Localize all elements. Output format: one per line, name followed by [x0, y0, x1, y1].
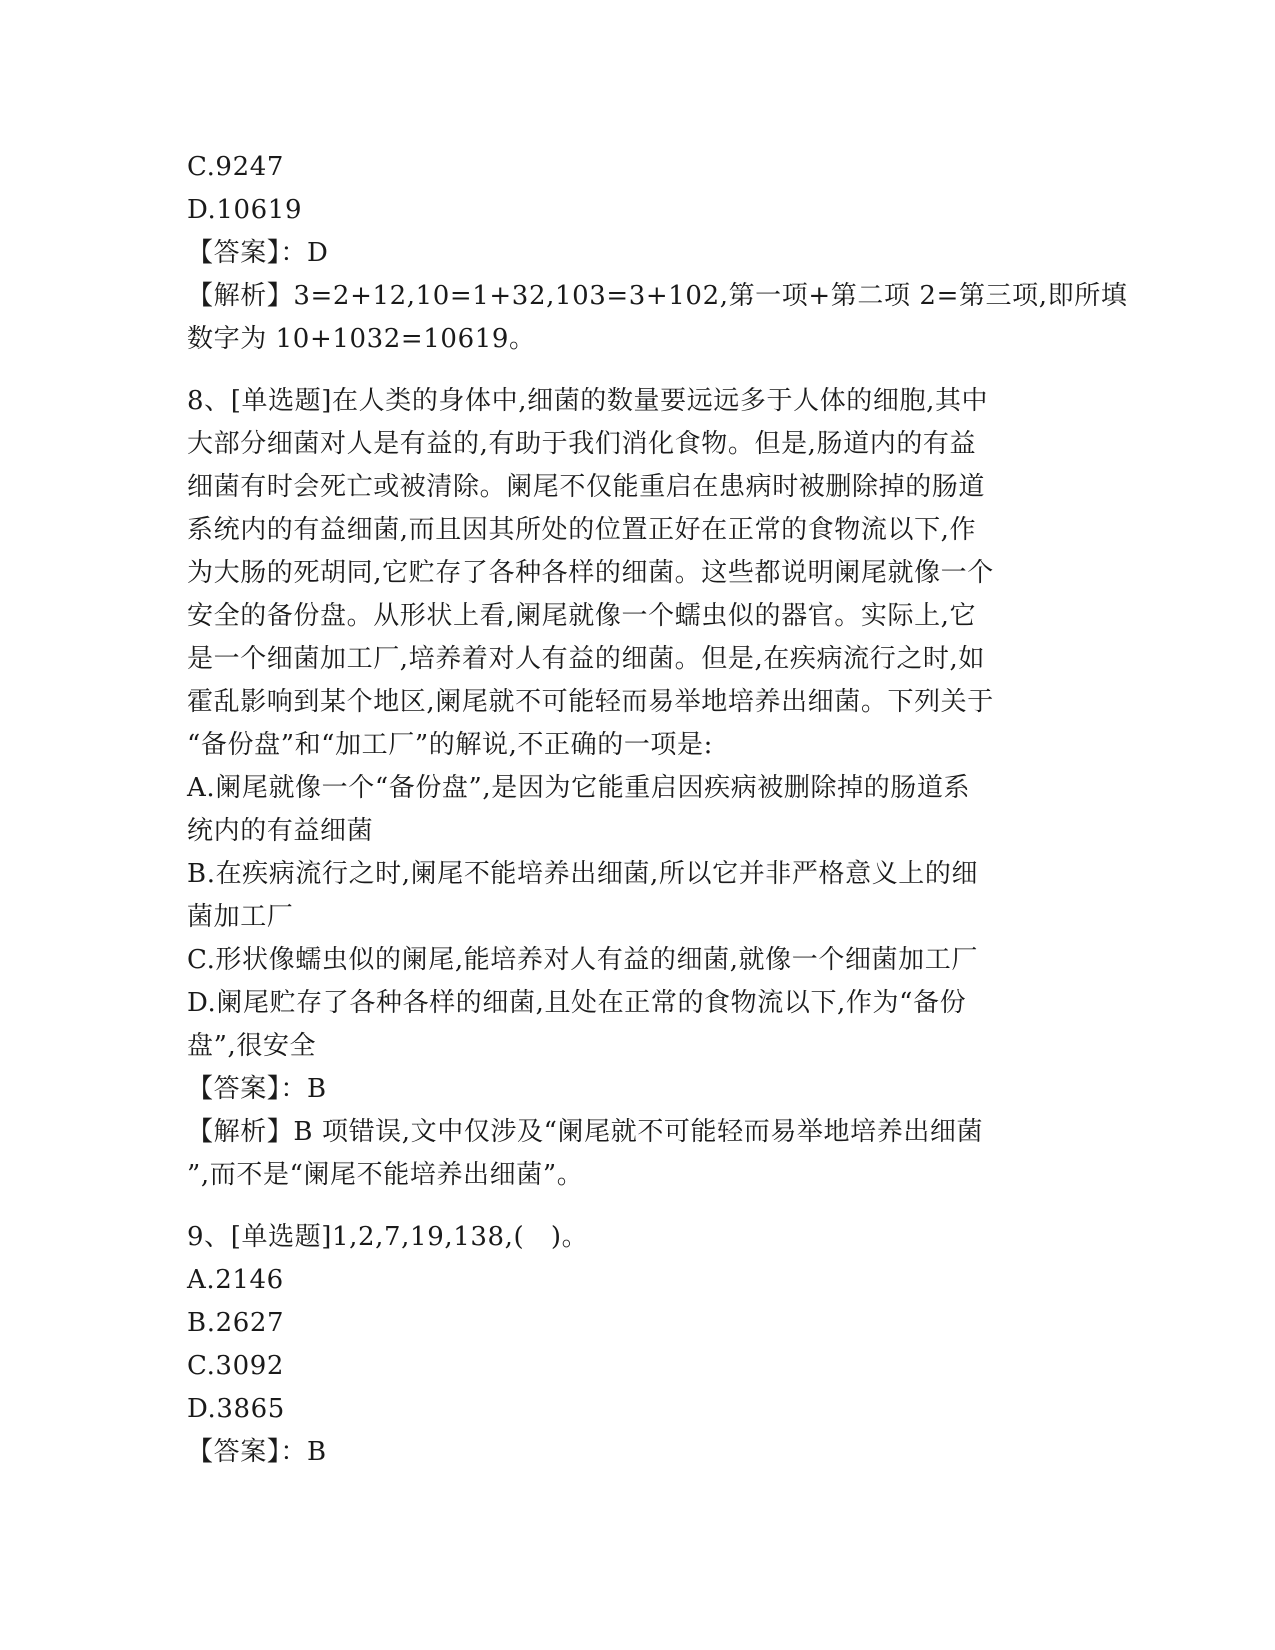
q8-option-d: D.阑尾贮存了各种各样的细菌,且处在正常的食物流以下,作为“备份	[187, 988, 967, 1018]
q8-option-a: A.阑尾就像一个“备份盘”,是因为它能重启因疾病被删除掉的肠道系	[187, 773, 971, 803]
q7-answer: 【答案】：D	[187, 238, 329, 268]
q7-option-c: C.9247	[187, 152, 284, 182]
q8-analysis-line: ”,而不是“阑尾不能培养出细菌”。	[187, 1160, 584, 1190]
q9-answer: 【答案】：B	[187, 1437, 327, 1467]
q8-stem-line: 系统内的有益细菌,而且因其所处的位置正好在正常的食物流以下,作	[187, 515, 977, 545]
q8-stem-line: 大部分细菌对人是有益的,有助于我们消化食物。但是,肠道内的有益	[187, 429, 977, 459]
question-spacer	[187, 361, 1087, 380]
q8-answer: 【答案】：B	[187, 1074, 327, 1104]
q9-option-c: C.3092	[187, 1351, 284, 1381]
q7-option-d: D.10619	[187, 195, 303, 225]
q8-option-d: 盘”,很安全	[187, 1031, 317, 1061]
q8-option-c: C.形状像蠕虫似的阑尾,能培养对人有益的细菌,就像一个细菌加工厂	[187, 945, 978, 975]
q9-option-d: D.3865	[187, 1394, 285, 1424]
q8-analysis-line: 【解析】B 项错误,文中仅涉及“阑尾就不可能轻而易举地培养出细菌	[187, 1117, 984, 1147]
q8-stem-line: 安全的备份盘。从形状上看,阑尾就像一个蠕虫似的器官。实际上,它	[187, 601, 977, 631]
q8-stem-line: 细菌有时会死亡或被清除。阑尾不仅能重启在患病时被删除掉的肠道	[187, 472, 986, 502]
question-spacer	[187, 1197, 1087, 1216]
q8-option-a: 统内的有益细菌	[187, 816, 374, 846]
q8-stem-line: 是一个细菌加工厂,培养着对人有益的细菌。但是,在疾病流行之时,如	[187, 644, 985, 674]
q8-option-b: B.在疾病流行之时,阑尾不能培养出细菌,所以它并非严格意义上的细	[187, 859, 979, 889]
q9-option-b: B.2627	[187, 1308, 285, 1338]
q8-stem-line: 为大肠的死胡同,它贮存了各种各样的细菌。这些都说明阑尾就像一个	[187, 558, 994, 588]
q9-stem: 9、[单选题]1,2,7,19,138,( )。	[187, 1222, 589, 1252]
document-page	[187, 146, 1128, 1474]
q8-stem-line: “备份盘”和“加工厂”的解说,不正确的一项是:	[187, 730, 713, 760]
q8-stem-line: 霍乱影响到某个地区,阑尾就不可能轻而易举地培养出细菌。下列关于	[187, 687, 994, 717]
q7-analysis-line: 【解析】3=2+12,10=1+32,103=3+102,第一项+第二项 2=第三项,即所填	[187, 281, 1128, 311]
q8-option-b: 菌加工厂	[187, 902, 294, 932]
q8-stem-line: 8、[单选题]在人类的身体中,细菌的数量要远远多于人体的细胞,其中	[187, 386, 989, 416]
q9-option-a: A.2146	[187, 1265, 284, 1295]
q7-analysis-line: 数字为 10+1032=10619。	[187, 324, 536, 354]
